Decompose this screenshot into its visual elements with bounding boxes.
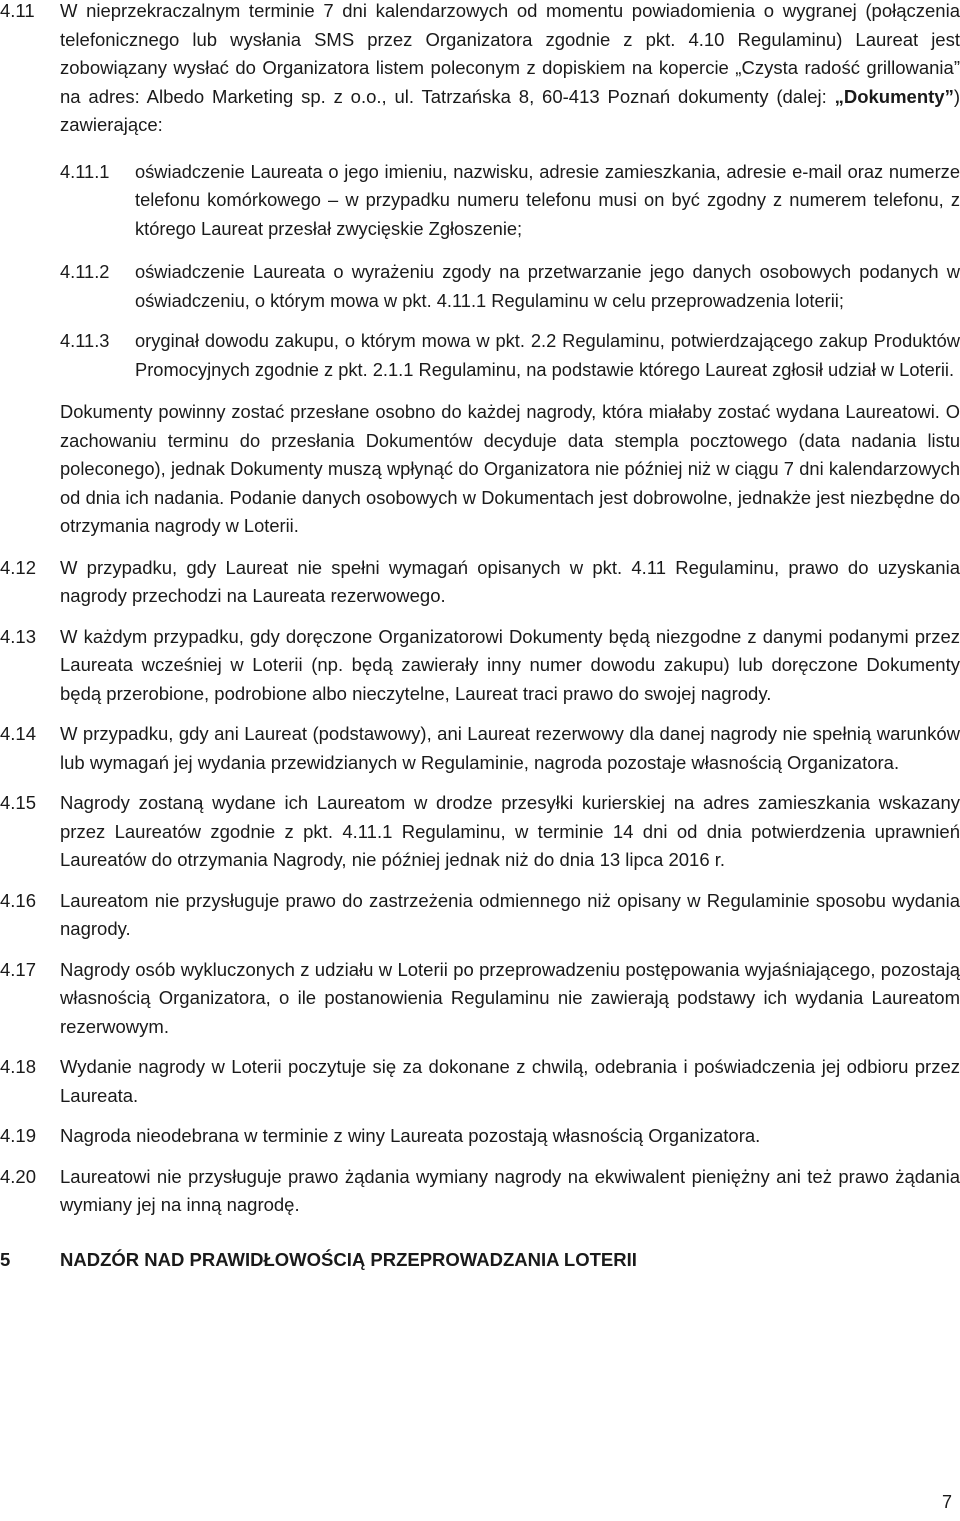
chapter-heading (0, 1246, 960, 1274)
section-number: 4.11 (0, 0, 35, 21)
section-text: Laureatom nie przysługuje prawo do zastrzeżenia odmiennego niż opisany w Regulaminie sposobu wydania nagrody. (60, 889, 960, 939)
page-number: 7 (941, 1492, 952, 1512)
section-4-11 (0, 0, 960, 140)
section-text: W przypadku, gdy ani Laureat (podstawowy), ani Laureat rezerwowy dla danej nagrody nie spełnią warunków lub wymagań jej wydania przewidzianych w Regulaminie, nagroda pozostaje własnością Organizatora. (60, 723, 960, 773)
section-text-end: ) zawierające: (60, 85, 960, 135)
section-number: 4.12 (0, 556, 37, 578)
section-text: W nieprzekraczalnym terminie 7 dni kalendarzowych od momentu powiadomienia o wygranej (połączenia telefonicznego lub wysłania SMS przez Organizatora zgodnie z pkt. 4.10 Regulaminu) Laureat jest zobowiązany wysłać do Organizatora listem poleconym z dopiskiem na kopercie „Czysta radość grillowania” na adres: Albedo Marketing sp. z o.o., ul. Tatrzańska 8, 60-413 Poznań dokumenty (dalej: (60, 0, 960, 107)
subsection-number: 4.11.1 (60, 160, 110, 182)
section-4-14 (0, 720, 960, 777)
section-4-13 (0, 623, 960, 709)
section-text: Laureatowi nie przysługuje prawo żądania wymiany nagrody na ekwiwalent pieniężny ani też prawo żądania wymiany jej na inną nagrodę. (60, 1165, 960, 1215)
section-4-18 (0, 1053, 960, 1110)
section-4-16 (0, 887, 960, 944)
section-number: 4.17 (0, 958, 37, 980)
section-4-19 (0, 1122, 960, 1151)
section-text: Wydanie nagrody w Loterii poczytuje się za dokonane z chwilą, odebrania i poświadczenia jej odbioru przez Laureata. (60, 1056, 960, 1106)
subsection-text: oryginał dowodu zakupu, o którym mowa w pkt. 2.2 Regulaminu, potwierdzającego zakup Produktów Promocyjnych zgodnie z pkt. 2.1.1 Regulaminu, na podstawie którego Laureat zgłosił udział w Loterii. (135, 330, 960, 380)
chapter-title: NADZÓR NAD PRAWIDŁOWOŚCIĄ PRZEPROWADZANIA LOTERII (60, 1248, 637, 1270)
chapter-number: 5 (0, 1248, 11, 1270)
section-number: 4.19 (0, 1125, 37, 1146)
subsection-number: 4.11.3 (60, 330, 110, 351)
section-number: 4.18 (0, 1056, 37, 1077)
section-number: 4.14 (0, 723, 37, 744)
subsection-text: oświadczenie Laureata o wyrażeniu zgody na przetwarzanie jego danych osobowych podanych w oświadczeniu, o którym mowa w pkt. 4.11.1 Regulaminu w celu przeprowadzenia loterii; (135, 261, 960, 311)
subsection-4-11-2 (60, 258, 960, 315)
subsection-4-11-1 (60, 158, 960, 244)
section-number: 4.13 (0, 625, 37, 647)
section-4-15 (0, 789, 960, 875)
section-text: W przypadku, gdy Laureat nie spełni wymagań opisanych w pkt. 4.11 Regulaminu, prawo do uzyskania nagrody przechodzi na Laureata rezerwowego. (60, 556, 960, 606)
section-text: W każdym przypadku, gdy doręczone Organizatorowi Dokumenty będą niezgodne z danymi podanymi przez Laureata wcześniej w Loterii (np. będą zawierały inny numer dowodu zakupu) lub doręczone Dokumenty będą przerobione, podrobione albo nieczytelne, Laureat traci prawo do swojej nagrody. (60, 625, 960, 704)
section-4-17 (0, 956, 960, 1042)
subsection-4-11-3 (60, 327, 960, 384)
section-number: 4.16 (0, 889, 37, 911)
section-number: 4.15 (0, 792, 37, 813)
documents-paragraph: Dokumenty powinny zostać przesłane osobno do każdej nagrody, która miałaby zostać wydana Laureatowi. O zachowaniu terminu do przesłania Dokumentów decyduje data stempla pocztowego (data nadania listu poleconego), jednak Dokumenty muszą wpłynąć do Organizatora nie później niż w ciągu 7 dni kalendarzowych od dnia ich nadania. Podanie danych osobowych w Dokumentach jest dobrowolne, jednakże jest niezbędne do otrzymania nagrody w Loterii. (60, 401, 960, 536)
section-number: 4.20 (0, 1165, 37, 1187)
section-4-12 (0, 554, 960, 611)
section-text: Nagroda nieodebrana w terminie z winy Laureata pozostają własnością Organizatora. (60, 1125, 761, 1146)
defined-term: „Dokumenty” (834, 85, 954, 107)
subsection-number: 4.11.2 (60, 261, 110, 282)
section-4-20 (0, 1163, 960, 1220)
section-text: Nagrody osób wykluczonych z udziału w Loterii po przeprowadzeniu postępowania wyjaśniającego, pozostają własnością Organizatora, o ile postanowienia Regulaminu nie zawierają podstawy ich wydania Laureatom rezerwowym. (60, 958, 960, 1037)
section-text: Nagrody zostaną wydane ich Laureatom w drodze przesyłki kurierskiej na adres zamieszkania wskazany przez Laureatów zgodnie z pkt. 4.11.1 Regulaminu, w terminie 14 dni od dnia potwierdzenia uprawnień Laureatów do otrzymania Nagrody, nie później jednak niż do dnia 13 lipca 2016 r. (60, 792, 960, 870)
subsection-text: oświadczenie Laureata o jego imieniu, nazwisku, adresie zamieszkania, adresie e-mail oraz numerze telefonu komórkowego – w przypadku numeru telefonu musi on być zgodny z numerem telefonu, z którego Laureat przesłał zwycięskie Zgłoszenie; (135, 160, 960, 239)
